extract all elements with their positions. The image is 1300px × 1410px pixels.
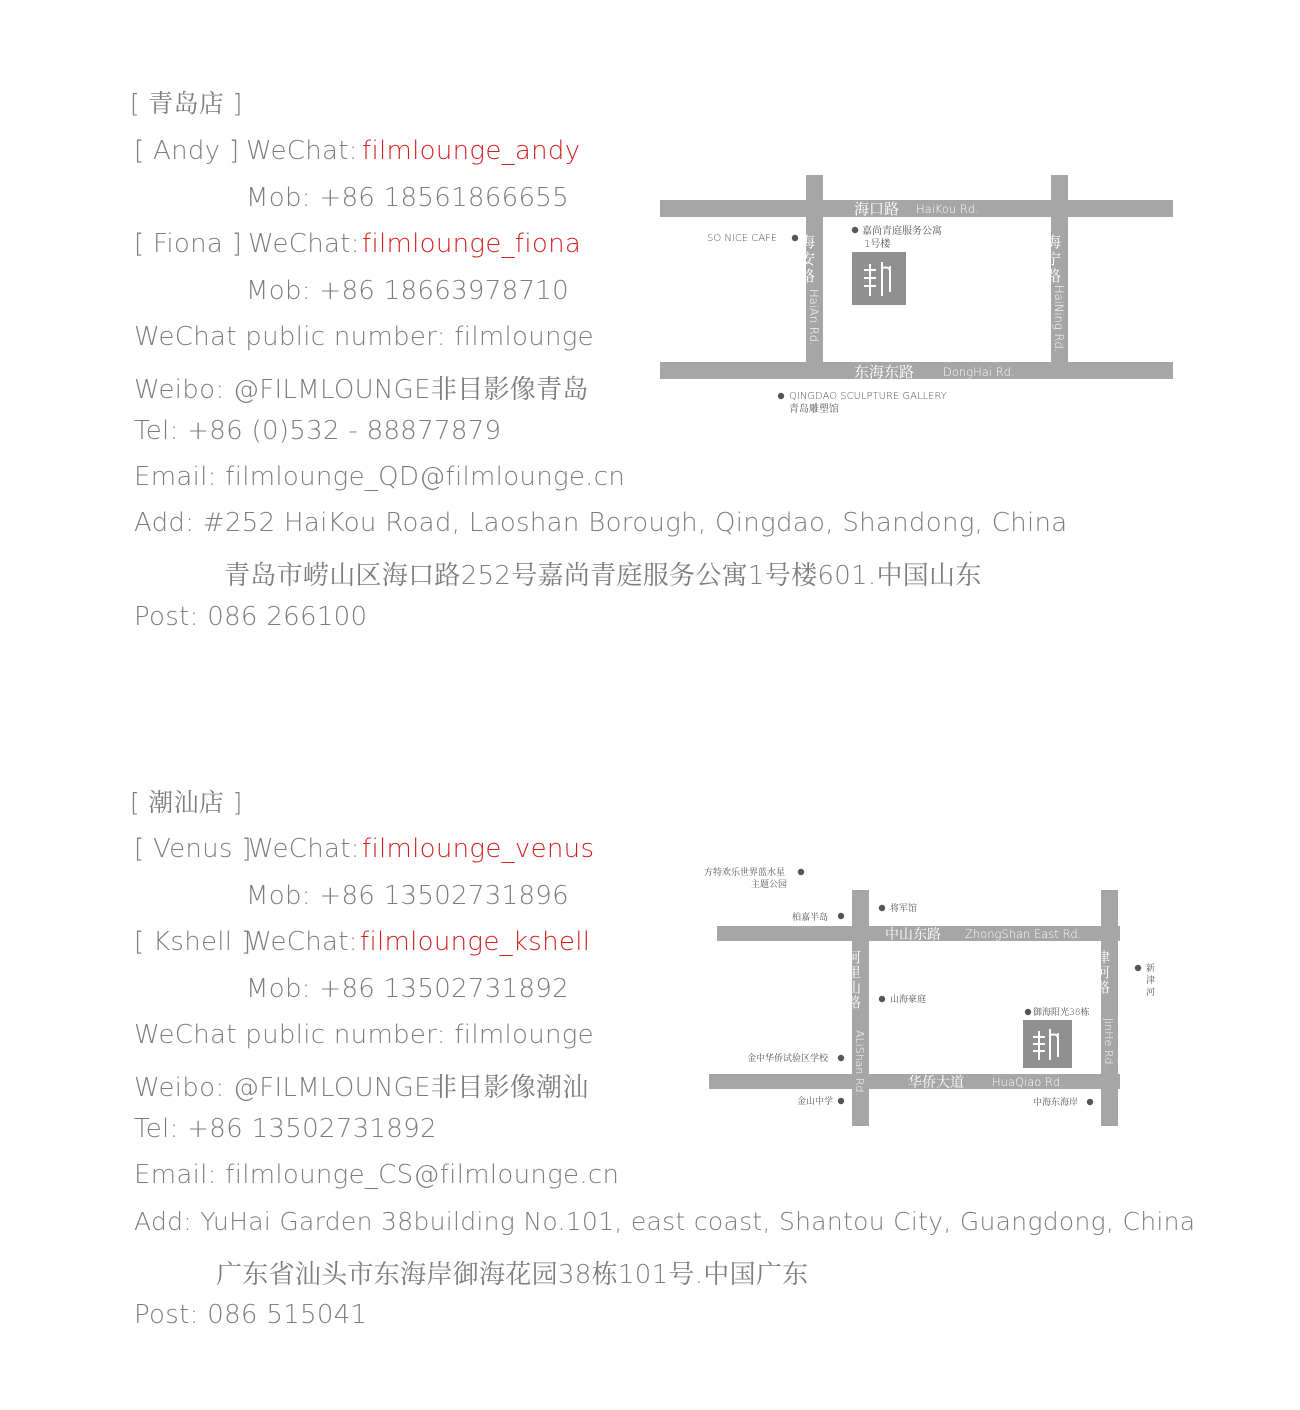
dot-marker-icon <box>838 1055 844 1061</box>
dot-marker-icon <box>879 996 885 1002</box>
dot-marker-icon <box>1087 1099 1093 1105</box>
wechat-id-venus[interactable]: filmlounge_venus <box>362 834 595 864</box>
poi-zhonghai: 中海东海岸 <box>1033 1098 1079 1108</box>
telephone: Tel: +86 (0)532 - 88877879 <box>134 416 502 446</box>
address-en: Add: YuHai Garden 38building No.101, east coast, Shantou City, Guangdong, China <box>134 1207 1196 1236</box>
telephone: Tel: +86 13502731892 <box>134 1114 437 1144</box>
address-en: Add: #252 HaiKou Road, Laoshan Borough, Qingdao, Shandong, China <box>134 508 1068 538</box>
road-label-bottom-cn: 东海东路 <box>854 363 915 381</box>
wechat-label: WeChat: <box>248 834 360 864</box>
postcode: Post: 086 515041 <box>134 1300 368 1330</box>
wechat-label: WeChat: <box>248 229 360 259</box>
poi-xinjinhe-2: 津 <box>1146 976 1156 986</box>
poi-gallery-cn: 青岛雕塑馆 <box>789 404 839 415</box>
road-label-bottom-en: DongHai Rd. <box>943 365 1015 379</box>
dot-marker-icon <box>792 235 798 241</box>
store-title-qingdao: [ 青岛店 ] <box>130 89 243 118</box>
poi-apartment: 嘉尚青庭服务公寓 <box>862 226 942 237</box>
dot-marker-icon <box>1135 965 1141 971</box>
road-label-right-cn: 海宁路 <box>1044 234 1062 285</box>
contact-name-andy: [ Andy ] <box>134 136 240 166</box>
poi-yuhai: 御海阳光38栋 <box>1033 1008 1090 1018</box>
dot-marker-icon <box>778 393 784 399</box>
filmlounge-logo-icon <box>852 252 906 305</box>
postcode: Post: 086 266100 <box>134 602 368 632</box>
poi-xinjinhe-1: 新 <box>1146 964 1156 974</box>
dot-marker-icon <box>879 905 885 911</box>
poi-xinjinhe-3: 河 <box>1146 988 1156 998</box>
dot-marker-icon <box>1025 1009 1031 1015</box>
mobile-kshell: Mob: +86 13502731892 <box>246 974 569 1004</box>
road-label-left-en: HaiAn Rd. <box>807 289 821 346</box>
map-chaoshan <box>700 860 1170 1130</box>
store-title-chaoshan: [ 潮汕店 ] <box>130 788 243 817</box>
poi-gallery-en: QINGDAO SCULPTURE GALLERY <box>789 391 947 402</box>
poi-theme-park: 方特欢乐世界蓝水星 <box>704 868 786 878</box>
dot-marker-icon <box>838 1098 844 1104</box>
wechat-public-number: WeChat public number: filmlounge <box>134 322 594 352</box>
road-label-bottom-cn: 华侨大道 <box>908 1075 964 1091</box>
poi-jiangjun: 将军馆 <box>890 904 918 914</box>
road-label-left-en: ALiShan Rd. <box>853 1030 866 1096</box>
email[interactable]: Email: filmlounge_CS@filmlounge.cn <box>134 1160 620 1190</box>
road-label-right-cn: 津河路 <box>1094 950 1110 995</box>
road-donghai <box>660 362 1173 379</box>
wechat-label: WeChat: <box>246 136 358 166</box>
poi-shanhai: 山海豪庭 <box>890 995 927 1005</box>
road-jinhe <box>1101 890 1118 1126</box>
road-label-top-en: ZhongShan East Rd. <box>965 927 1082 941</box>
road-label-left-cn: 阿里山路 <box>845 950 861 1010</box>
dot-marker-icon <box>798 869 804 875</box>
contact-name-kshell: [ Kshell ] <box>134 927 252 957</box>
road-label-left-cn-1: 海安路 <box>798 234 816 285</box>
wechat-id-fiona[interactable]: filmlounge_fiona <box>362 229 582 259</box>
poi-theme-park-2: 主题公园 <box>751 880 788 890</box>
wechat-id-andy[interactable]: filmlounge_andy <box>362 136 581 166</box>
mobile-fiona: Mob: +86 18663978710 <box>246 276 569 306</box>
poi-cafe: SO NICE CAFE <box>707 233 778 244</box>
address-cn: 广东省汕头市东海岸御海花园38栋101号.中国广东 <box>216 1260 809 1290</box>
wechat-id-kshell[interactable]: filmlounge_kshell <box>360 927 591 957</box>
poi-jinshan: 金山中学 <box>797 1097 834 1107</box>
road-label-top-en: HaiKou Rd. <box>916 202 979 216</box>
road-label-bottom-en: HuaQiao Rd. <box>992 1075 1064 1089</box>
filmlounge-logo-icon <box>1023 1020 1072 1068</box>
wechat-public-number: WeChat public number: filmlounge <box>134 1020 594 1050</box>
road-label-right-en: JinHe Rd. <box>1102 1018 1115 1068</box>
address-cn: 青岛市崂山区海口路252号嘉尚青庭服务公寓1号楼601.中国山东 <box>224 561 982 591</box>
dot-marker-icon <box>838 913 844 919</box>
poi-apartment-building: 1号楼 <box>864 239 891 250</box>
poi-jinzhong: 金中华侨试验区学校 <box>747 1054 829 1064</box>
road-label-top-cn: 中山东路 <box>885 927 941 943</box>
road-label-top-cn: 海口路 <box>854 200 900 218</box>
weibo: Weibo: @FILMLOUNGE非目影像潮汕 <box>134 1073 589 1103</box>
email[interactable]: Email: filmlounge_QD@filmlounge.cn <box>134 462 626 492</box>
poi-bojia: 柏嘉半岛 <box>792 913 829 923</box>
contact-name-venus: [ Venus ] <box>134 834 252 864</box>
map-qingdao <box>660 172 1175 422</box>
dot-marker-icon <box>852 227 858 233</box>
contact-name-fiona: [ Fiona ] <box>134 229 243 259</box>
road-label-right-en: HaiNing Rd. <box>1052 285 1066 353</box>
wechat-label: WeChat: <box>246 927 358 957</box>
weibo: Weibo: @FILMLOUNGE非目影像青岛 <box>134 375 589 405</box>
mobile-andy: Mob: +86 18561866655 <box>246 183 569 213</box>
mobile-venus: Mob: +86 13502731896 <box>246 881 569 911</box>
